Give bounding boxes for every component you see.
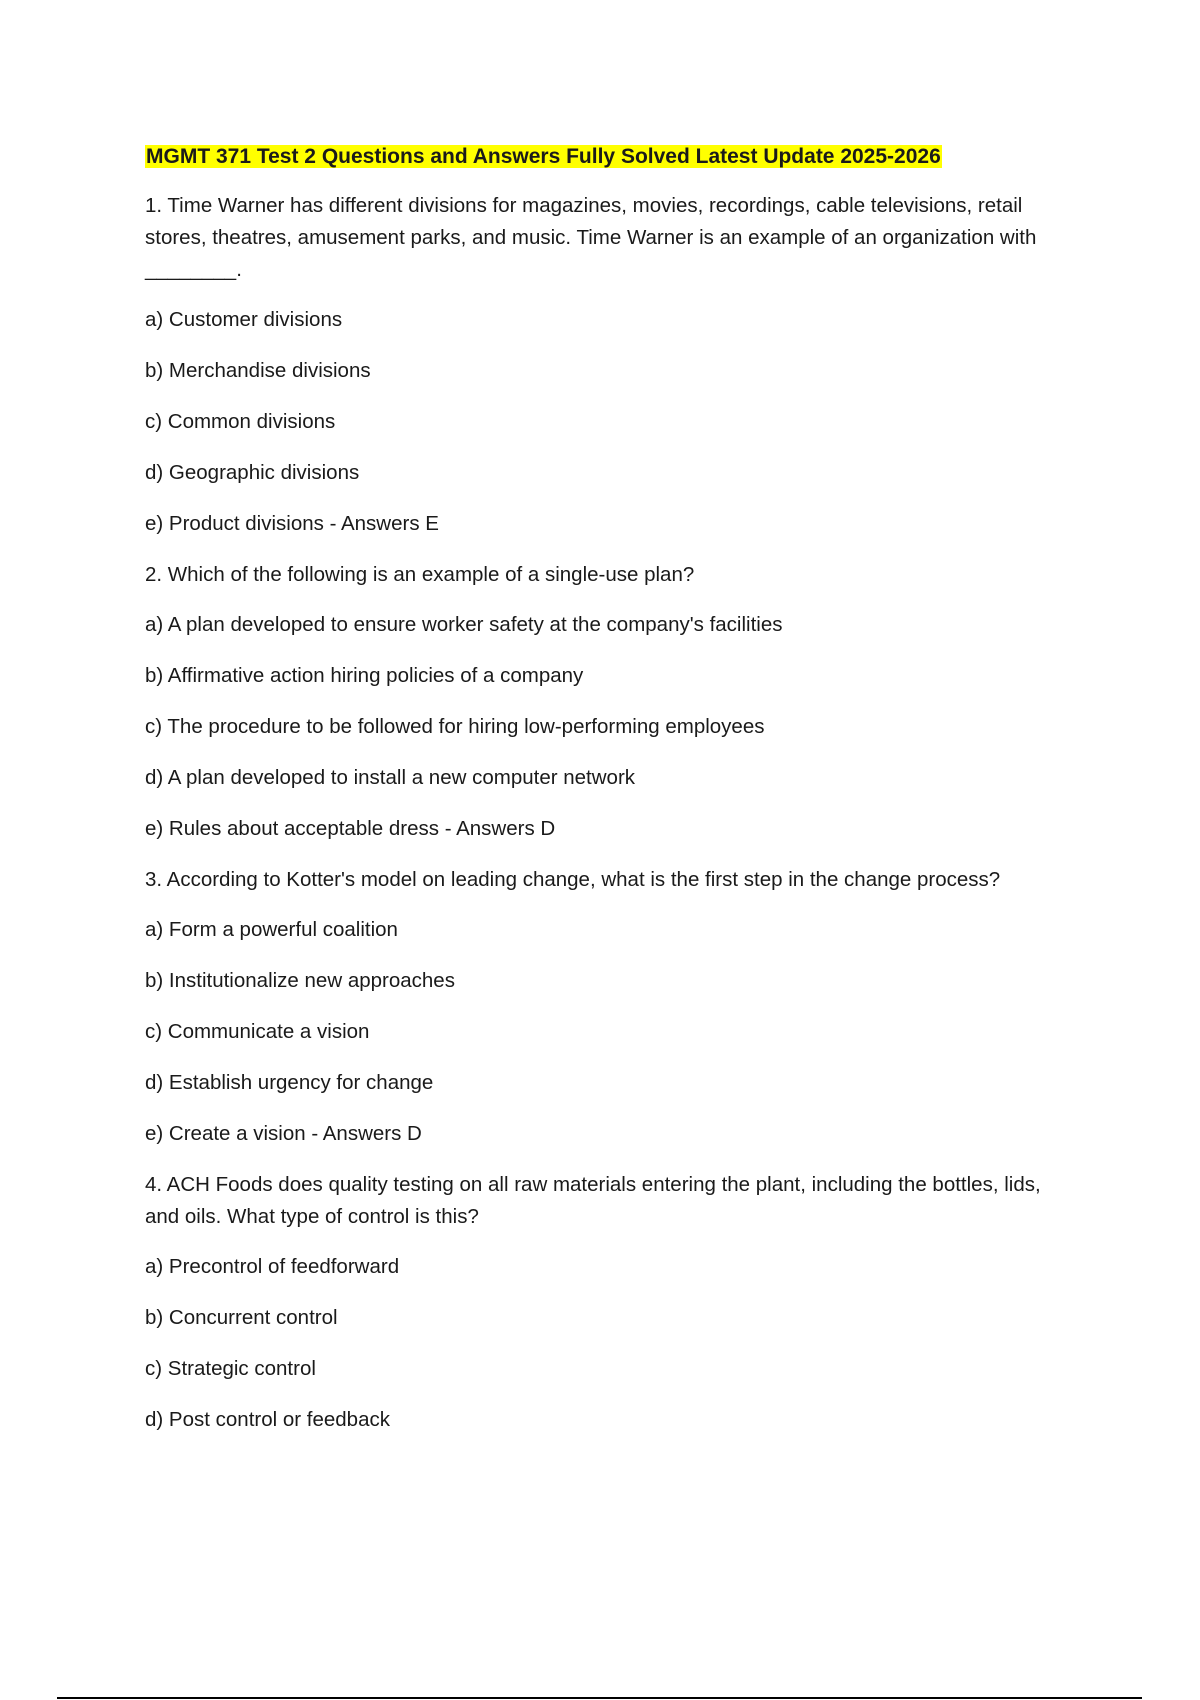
answer-option: b) Institutionalize new approaches: [145, 969, 455, 992]
question-text: 1. Time Warner has different divisions for magazines, movies, recordings, cable televisions, retail stores, theatres, amusement parks, and music. Time Warner is an example of an organization with ________.: [145, 194, 1037, 281]
question-block-1: [145, 190, 1080, 540]
answer-option: a) Precontrol of feedforward: [145, 1255, 400, 1278]
document-title: MGMT 371 Test 2 Questions and Answers Fully Solved Latest Update 2025-2026: [146, 145, 941, 168]
answer-option: c) Communicate a vision: [145, 1020, 370, 1043]
document-page: [145, 142, 1080, 1455]
answer-option: d) A plan developed to install a new computer network: [145, 766, 636, 789]
question-text: 3. According to Kotter's model on leading change, what is the first step in the change process?: [145, 868, 1001, 891]
answer-option: e) Create a vision - Answers D: [145, 1122, 422, 1145]
answer-option: a) A plan developed to ensure worker safety at the company's facilities: [145, 613, 783, 636]
answer-option: d) Geographic divisions: [145, 461, 360, 484]
answer-option: c) The procedure to be followed for hiring low-performing employees: [145, 715, 765, 738]
question-block-4: [145, 1169, 1080, 1436]
question-text: 2. Which of the following is an example of a single-use plan?: [145, 563, 695, 586]
title-block: [145, 142, 1080, 172]
answer-option: e) Product divisions - Answers E: [145, 512, 439, 535]
answer-option: c) Common divisions: [145, 410, 336, 433]
answer-option: b) Concurrent control: [145, 1306, 338, 1329]
footer-divider: [57, 1697, 1142, 1699]
question-text: 4. ACH Foods does quality testing on all raw materials entering the plant, including the bottles, lids, and oils. What type of control is this?: [145, 1173, 1041, 1228]
answer-option: b) Merchandise divisions: [145, 359, 371, 382]
answer-option: b) Affirmative action hiring policies of a company: [145, 664, 584, 687]
answer-option: e) Rules about acceptable dress - Answers D: [145, 817, 556, 840]
answer-option: d) Establish urgency for change: [145, 1071, 434, 1094]
answer-option: d) Post control or feedback: [145, 1408, 390, 1431]
answer-option: a) Customer divisions: [145, 308, 343, 331]
question-block-3: [145, 864, 1080, 1150]
question-block-2: [145, 559, 1080, 845]
answer-option: a) Form a powerful coalition: [145, 918, 398, 941]
answer-option: c) Strategic control: [145, 1357, 316, 1380]
